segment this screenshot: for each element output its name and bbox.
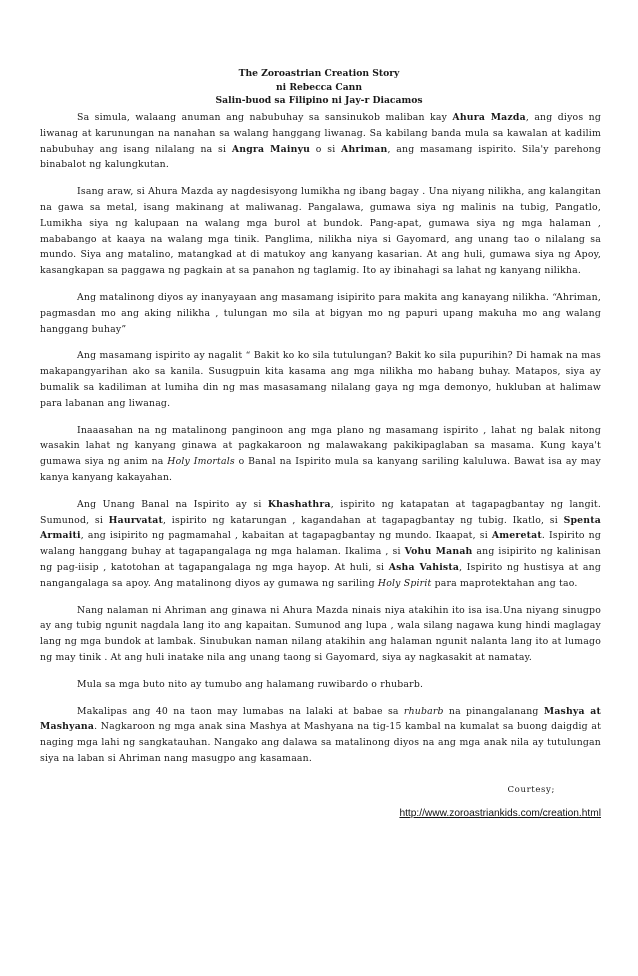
bold-name: Haurvatat <box>108 514 163 526</box>
paragraph <box>40 677 601 693</box>
text-run: , ispirito ng katarungan , kagandahan at tagapagbantay ng tubig. Ikatlo, si <box>162 514 564 526</box>
bold-name: Ameretat <box>491 530 542 542</box>
text-run: Sa simula, walaang anuman ang nabubuhay sa sansinukob maliban kay <box>77 112 453 123</box>
courtesy-label: Courtesy; <box>507 785 555 795</box>
text-run: ang isipirito ng kalinisan ng pag-iisip , katotohan at tagapangalaga ng mga hayop. At huli, si <box>40 546 601 573</box>
bold-name: Vohu Manah <box>404 546 473 558</box>
bold-name: Khashathra <box>267 498 331 510</box>
paragraph <box>40 184 601 279</box>
bold-name: Ahura Mazda <box>452 112 526 123</box>
bold-name: Spenta Armaiti <box>40 514 601 542</box>
paragraph <box>40 497 601 592</box>
text-run: o Banal na Ispirito mula sa kanyang sariling kaluluwa. Bawat isa ay may kanya kanyang kakayahan. <box>40 456 601 483</box>
text-run: para maprotektahan ang tao. <box>431 577 578 589</box>
document-author: ni Rebecca Cann <box>275 81 363 93</box>
text-run: . Ispirito ng walang hanggang buhay at tagapangalaga ng mga halaman. Ikalima , si <box>40 530 601 558</box>
source-link[interactable]: http://www.zoroastriankids.com/creation.html <box>399 808 601 819</box>
italic-term: Holy Imortals <box>167 456 235 468</box>
document-body <box>40 110 601 778</box>
italic-term: Holy Spirit <box>377 577 432 589</box>
text-run: Nang nalaman ni Ahriman ang ginawa ni Ahura Mazda ninais niya atakihin ito isa isa.Una niyang sinugpo ay ang tubig ngunit nagdala lang ito ang kapaitan. Sumunod ang lupa , wala silang nagawa kung hindi maglagay lang ng mga bundok at lambak. Sinubukan naman nilang atakihin ang halaman ngunit nalanta lang ito at lumago ng may tinik . At ang huli inatake nila ang unang taong si Gayomard, siya ay nagkasakit at namatay. <box>40 604 601 663</box>
document-translator: Salin-buod sa Filipino ni Jay-r Diacamos <box>215 95 423 106</box>
text-run: , ispirito ng katapatan at tagapagbantay ng langit. Sumunod, si <box>40 498 602 526</box>
text-run: Makalipas ang 40 na taon may lumabas na lalaki at babae sa <box>77 705 404 717</box>
text-run: Mula sa mga buto nito ay tumubo ang halamang ruwibardo o rhubarb. <box>77 678 424 690</box>
paragraph <box>40 423 601 486</box>
paragraph <box>40 348 601 411</box>
paragraph <box>40 704 601 767</box>
text-run: Inaaasahan na ng matalinong panginoon ang mga plano ng masamang ispirito , lahat ng balak nitong wasakin lahat ng kanyang ginawa at pagkakaroon ng malawakang pakikipaglaban sa masama. Kung kaya't gumawa siya ng anim na <box>40 424 601 468</box>
paragraph <box>40 110 601 173</box>
bold-name: Ahriman <box>341 143 388 155</box>
document-header <box>0 67 638 108</box>
text-run: o si <box>310 143 342 155</box>
text-run: , Ispirito ng hustisya at ang nangangalaga sa apoy. Ang matalinong diyos ay gumawa ng sariling <box>40 561 601 589</box>
text-run: Ang masamang ispirito ay nagalit “ Bakit ko ko sila tutulungan? Bakit ko sila pupurihin? Di hamak na mas makapangyarihan ako sa kanila. Susugpuin kita kasama ang mga nilikha mo habang buhay. Matapos, siya ay bumalik sa kadiliman at lumiha din ng mas masasamang nilalang gaya ng mga demonyo, hukluban at halimaw para labanan ang liwanag. <box>40 350 601 409</box>
bold-name: Angra Mainyu <box>231 143 311 155</box>
text-run: . Nagkaroon ng mga anak sina Mashya at Mashyana na tig-15 kambal na kumalat sa buong daigdig at naging mga lahi ng sangkatauhan. Nangako ang dalawa sa matalinong diyos na ang mga anak nila ay tutulungan siya na laban si Ahriman nang masugpo ang kasamaan. <box>40 721 601 764</box>
text-run: , ang isipirito ng pagmamahal , kabaitan at tagapagbantay ng mundo. Ikaapat, si <box>80 530 492 542</box>
text-run: , ang diyos ng liwanag at karunungan na nanahan sa walang hanggang liwanag. Sa kabilang banda mula sa kawalan at kadilim nabubuhay ang isang nilalang na si <box>40 112 601 155</box>
text-run: Ang matalinong diyos ay inanyayaan ang masamang isipirito para makita ang kanayang nilikha. “Ahriman, pagmasdan mo ang aking nilikha , tulungan mo sila at bigyan mo ng papuri upang makuha mo ang walang hanggang buhay” <box>40 291 601 335</box>
paragraph <box>40 290 601 337</box>
document-title: The Zoroastrian Creation Story <box>238 68 400 79</box>
text-run: Ang Unang Banal na Ispirito ay si <box>77 498 268 510</box>
italic-term: rhubarb <box>403 705 444 717</box>
paragraph <box>40 603 601 666</box>
bold-name: Mashya at Mashyana <box>40 705 602 733</box>
text-run: Isang araw, si Ahura Mazda ay nagdesisyong lumikha ng ibang bagay . Una niyang nilikha, ang kalangitan na gawa sa metal, isang makinang at maliwanag. Pangalawa, gumawa siya ng malinis na tubig, Pangatlo, Lumikha siya ng kalupaan na walang mga burol at bundok. Pang-apat, gumawa siya ng mga halaman , mababango at kaaya na walang mga tinik. Panglima, nilikha niya si Gayomard, ang unang tao o nilalang sa mundo. Siya ang matalino, matangkad at di matukoy ang kanyang kasarian. At ang huli, gumawa siya ng Apoy, kasangkapan sa paggawa ng pagkain at sa panahon ng taglamig. Ito ay ibinahagi sa lahat ng kanyang nilikha. <box>40 186 601 277</box>
bold-name: Asha Vahista <box>388 561 460 573</box>
text-run: , ang masamang ispirito. Sila'y parehong binabalot ng kalungkutan. <box>40 143 601 171</box>
text-run: na pinangalanang <box>443 705 544 717</box>
